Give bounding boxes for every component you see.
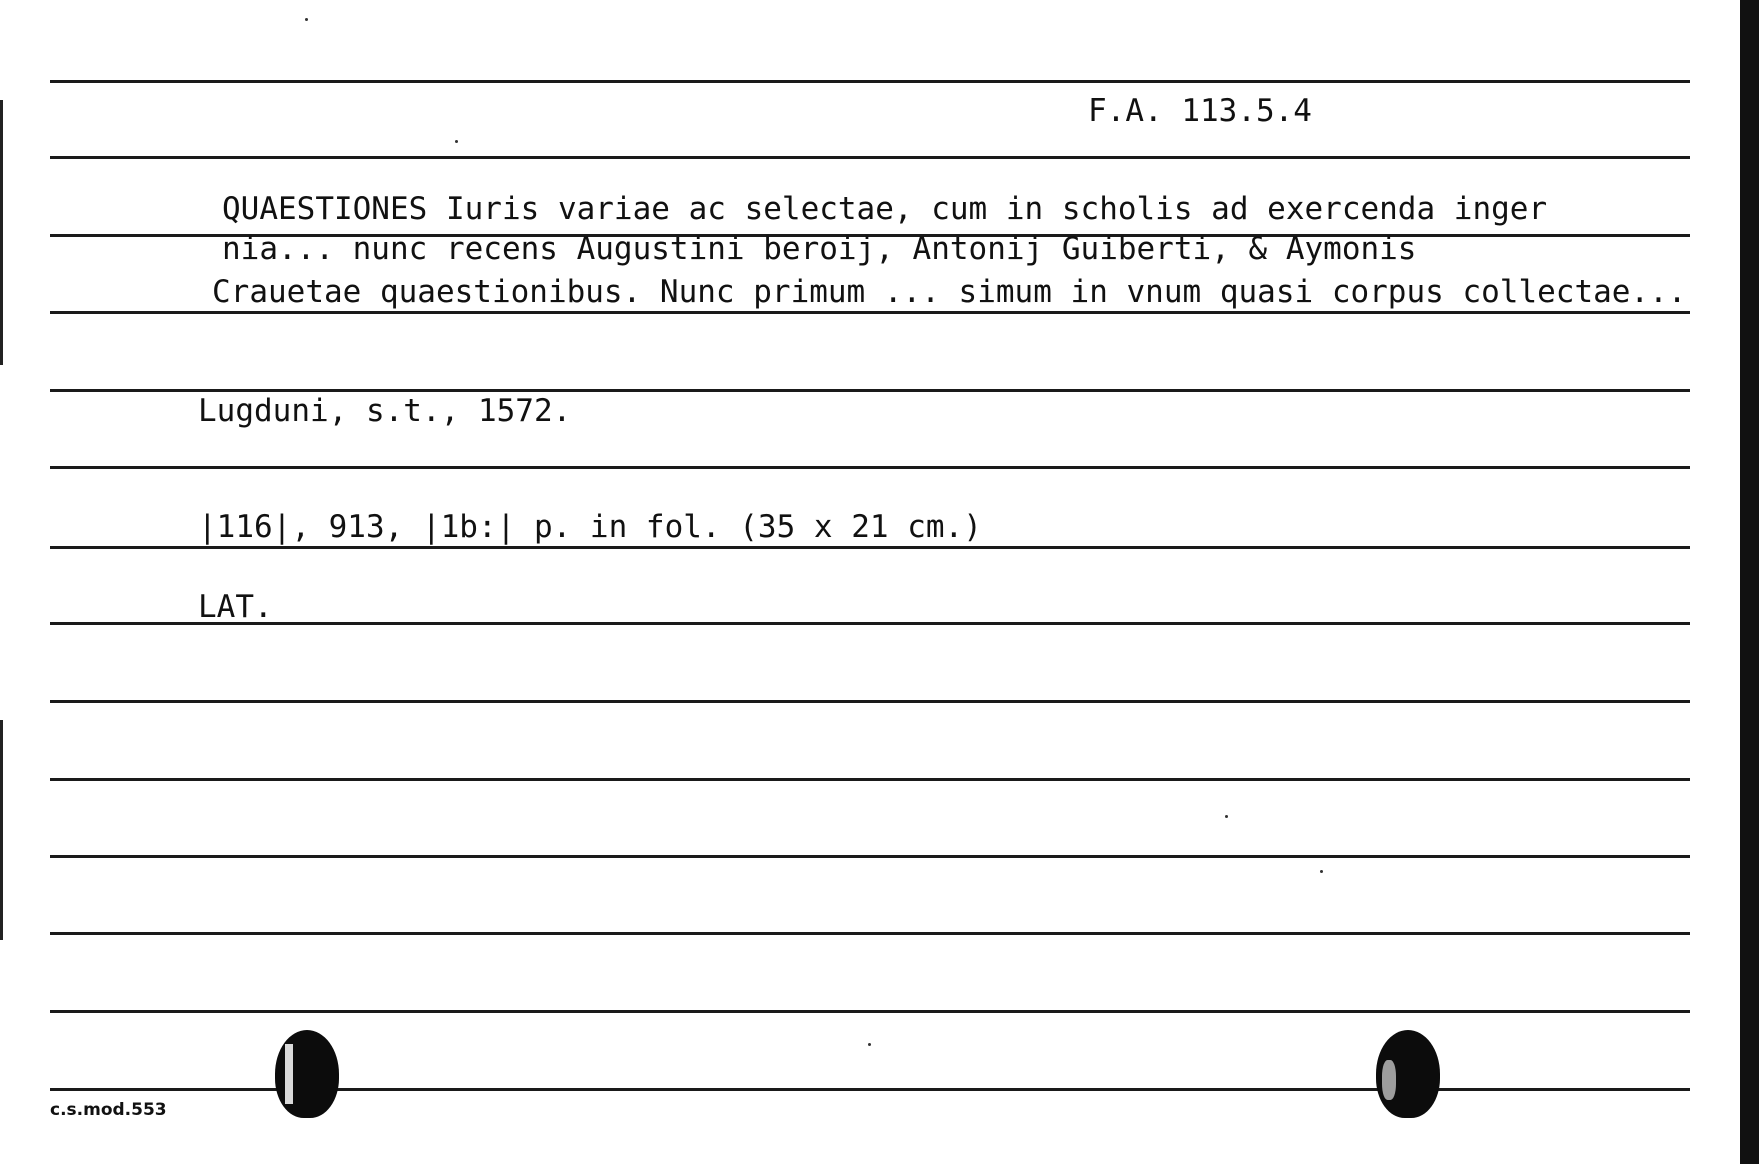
imprint: Lugduni, s.t., 1572. <box>198 393 572 429</box>
ruled-line <box>50 778 1690 781</box>
scan-edge-left <box>0 100 3 365</box>
scan-edge-right <box>1740 0 1759 1164</box>
collation: |116|, 913, |1b:| p. in fol. (35 x 21 cm.) <box>198 509 982 545</box>
ruled-line <box>50 311 1690 314</box>
ruled-line <box>50 1010 1690 1013</box>
ruled-line <box>50 466 1690 469</box>
language: LAT. <box>198 589 273 625</box>
ruled-line <box>50 156 1690 159</box>
ruled-line <box>50 622 1690 625</box>
title-line-2: nia... nunc recens Augustini beroij, Antonij Guiberti, & Aymonis <box>222 231 1417 267</box>
speck <box>1225 815 1228 818</box>
title-line-3: Crauetae quaestionibus. Nunc primum ... simum in vnum quasi corpus collectae... <box>212 274 1687 310</box>
ruled-line <box>50 80 1690 83</box>
speck <box>455 140 458 143</box>
ruled-line <box>50 932 1690 935</box>
speck <box>868 1043 871 1046</box>
ruled-line <box>50 855 1690 858</box>
speck <box>305 18 308 21</box>
ruled-line <box>50 546 1690 549</box>
punch-hole-right <box>1376 1030 1440 1118</box>
ruled-line <box>50 389 1690 392</box>
title-line-1: QUAESTIONES Iuris variae ac selectae, cum in scholis ad exercenda inger <box>222 191 1548 227</box>
speck <box>1320 870 1323 873</box>
scan-edge-left <box>0 720 3 940</box>
ruled-line <box>50 700 1690 703</box>
call-number: F.A. 113.5.4 <box>1088 93 1312 129</box>
form-code: c.s.mod.553 <box>50 1100 167 1120</box>
punch-hole-left <box>275 1030 339 1118</box>
